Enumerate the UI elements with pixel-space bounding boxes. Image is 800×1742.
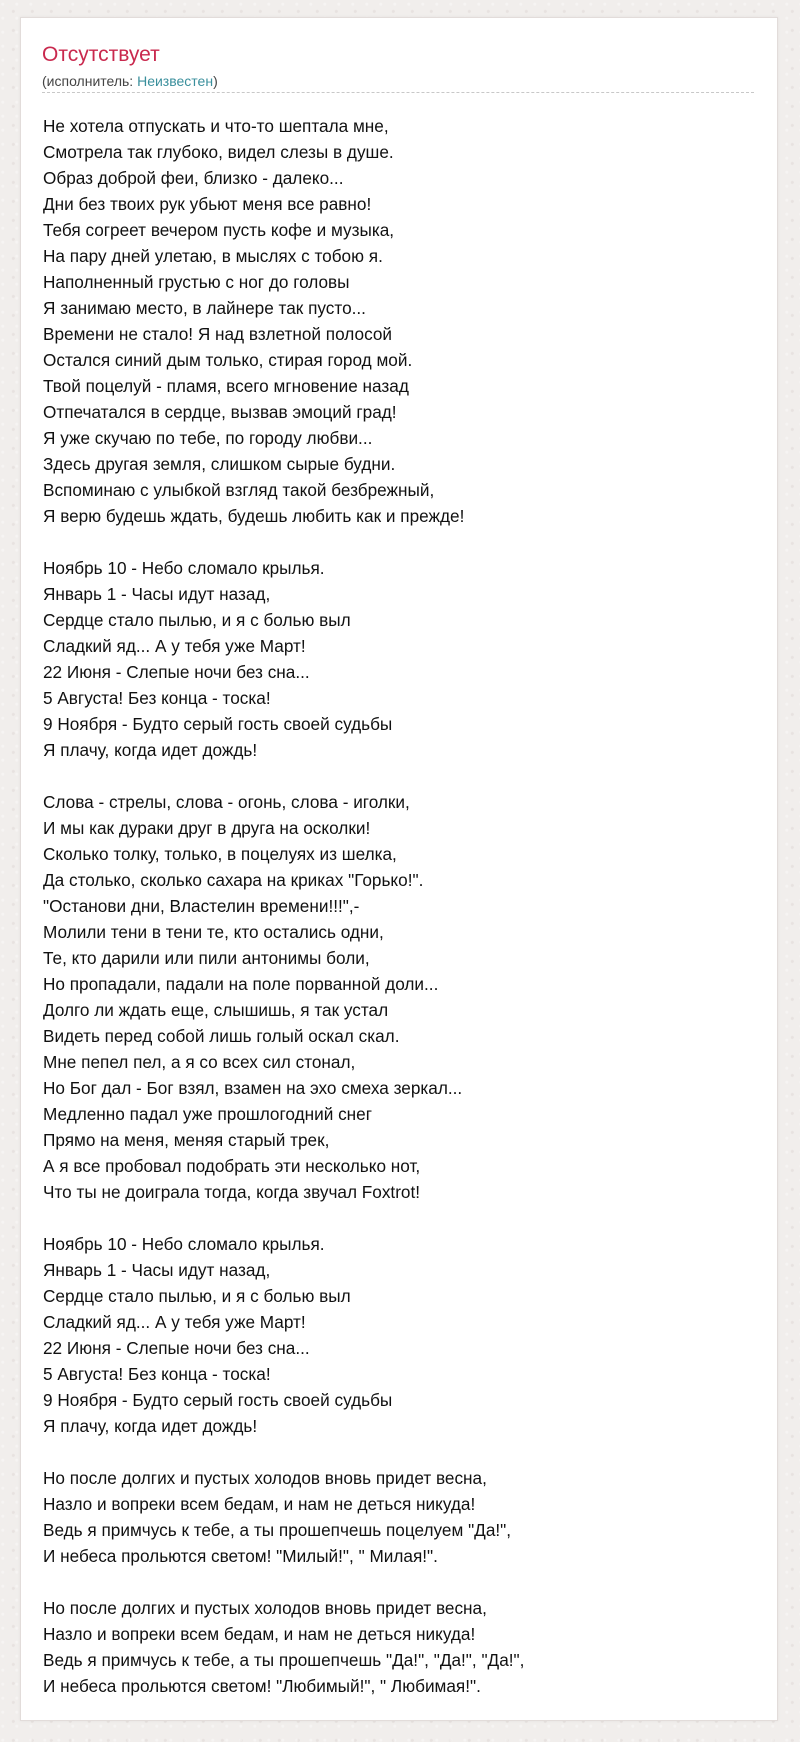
lyric-line: Ноябрь 10 - Небо сломало крылья.	[43, 1234, 325, 1254]
lyric-line: На пару дней улетаю, в мыслях с тобою я.	[43, 246, 383, 266]
lyric-line: Я занимаю место, в лайнере так пусто...	[43, 298, 366, 318]
lyric-line: Я уже скучаю по тебе, по городу любви...	[43, 428, 373, 448]
lyric-line: Мне пепел пел, а я со всех сил стонал,	[43, 1052, 356, 1072]
lyrics-stanza	[43, 555, 759, 763]
lyric-line: Но Бог дал - Бог взял, взамен на эхо смеха зеркал...	[43, 1078, 463, 1098]
lyrics-stanza	[43, 1465, 759, 1569]
song-header	[42, 43, 758, 93]
lyric-line: Твой поцелуй - пламя, всего мгновение назад	[43, 376, 409, 396]
lyrics-stanza	[43, 789, 759, 1205]
lyric-line: Январь 1 - Часы идут назад,	[43, 584, 271, 604]
lyric-line: Сладкий яд... А у тебя уже Март!	[43, 636, 306, 656]
lyric-line: Наполненный грустью с ног до головы	[43, 272, 350, 292]
lyric-line: Медленно падал уже прошлогодний снег	[43, 1104, 372, 1124]
song-meta	[42, 73, 754, 93]
lyric-line: Остался синий дым только, стирая город мой.	[43, 350, 413, 370]
song-title: Отсутствует	[42, 43, 160, 66]
lyric-line: Смотрела так глубоко, видел слезы в душе.	[43, 142, 394, 162]
lyric-line: И мы как дураки друг в друга на осколки!	[43, 818, 371, 838]
lyric-line: "Останови дни, Властелин времени!!!",-	[43, 896, 360, 916]
lyric-line: Январь 1 - Часы идут назад,	[43, 1260, 271, 1280]
lyric-line: Сердце стало пылью, и я с болью выл	[43, 610, 351, 630]
lyric-line: Я плачу, когда идет дождь!	[43, 1416, 258, 1436]
lyrics-stanza	[43, 1595, 759, 1699]
lyric-line: Образ доброй феи, близко - далеко...	[43, 168, 344, 188]
lyric-line: Те, кто дарили или пили антонимы боли,	[43, 948, 370, 968]
lyric-line: Здесь другая земля, слишком сырые будни.	[43, 454, 396, 474]
meta-suffix: )	[213, 73, 218, 89]
lyric-line: 9 Ноября - Будто серый гость своей судьбы	[43, 1390, 393, 1410]
lyric-line: Но после долгих и пустых холодов вновь придет весна,	[43, 1598, 487, 1618]
lyric-line: И небеса прольются светом! "Милый!", " Милая!".	[43, 1546, 438, 1566]
lyric-line: Что ты не доиграла тогда, когда звучал Foxtrot!	[43, 1182, 421, 1202]
lyric-line: Не хотела отпускать и что-то шептала мне,	[43, 116, 389, 136]
lyrics-body	[43, 113, 759, 1725]
lyric-line: Ведь я примчусь к тебе, а ты прошепчешь поцелуем "Да!",	[43, 1520, 512, 1540]
lyric-line: Я плачу, когда идет дождь!	[43, 740, 258, 760]
lyric-line: И небеса прольются светом! "Любимый!", " Любимая!".	[43, 1676, 481, 1696]
lyric-line: Дни без твоих рук убьют меня все равно!	[43, 194, 372, 214]
lyric-line: Сердце стало пылью, и я с болью выл	[43, 1286, 351, 1306]
lyrics-card	[20, 17, 778, 1721]
lyrics-stanza	[43, 1231, 759, 1439]
lyric-line: Молили тени в тени те, кто остались одни,	[43, 922, 384, 942]
lyric-line: А я все пробовал подобрать эти несколько нот,	[43, 1156, 421, 1176]
lyric-line: Назло и вопреки всем бедам, и нам не деться никуда!	[43, 1494, 476, 1514]
lyric-line: 5 Августа! Без конца - тоска!	[43, 688, 271, 708]
lyric-line: Слова - стрелы, слова - огонь, слова - иголки,	[43, 792, 410, 812]
lyric-line: Прямо на меня, меняя старый трек,	[43, 1130, 330, 1150]
lyric-line: Ноябрь 10 - Небо сломало крылья.	[43, 558, 325, 578]
lyric-line: Времени не стало! Я над взлетной полосой	[43, 324, 393, 344]
lyric-line: Да столько, сколько сахара на криках "Горько!".	[43, 870, 424, 890]
meta-prefix: (исполнитель:	[42, 73, 138, 89]
lyrics-stanza	[43, 113, 759, 529]
lyric-line: Долго ли ждать еще, слышишь, я так устал	[43, 1000, 389, 1020]
lyric-line: Я верю будешь ждать, будешь любить как и прежде!	[43, 506, 465, 526]
artist-link[interactable]: Неизвестен	[137, 73, 214, 89]
lyric-line: 22 Июня - Слепые ночи без сна...	[43, 1338, 310, 1358]
lyric-line: 5 Августа! Без конца - тоска!	[43, 1364, 271, 1384]
lyric-line: Вспоминаю с улыбкой взгляд такой безбрежный,	[43, 480, 435, 500]
lyric-line: Сладкий яд... А у тебя уже Март!	[43, 1312, 306, 1332]
lyric-line: 22 Июня - Слепые ночи без сна...	[43, 662, 310, 682]
lyric-line: Отпечатался в сердце, вызвав эмоций град!	[43, 402, 397, 422]
lyric-line: Но пропадали, падали на поле порванной доли...	[43, 974, 439, 994]
lyric-line: Видеть перед собой лишь голый оскал скал.	[43, 1026, 400, 1046]
lyric-line: Ведь я примчусь к тебе, а ты прошепчешь "Да!", "Да!", "Да!",	[43, 1650, 525, 1670]
lyric-line: 9 Ноября - Будто серый гость своей судьбы	[43, 714, 393, 734]
lyric-line: Тебя согреет вечером пусть кофе и музыка,	[43, 220, 395, 240]
lyric-line: Сколько толку, только, в поцелуях из шелка,	[43, 844, 397, 864]
lyric-line: Но после долгих и пустых холодов вновь придет весна,	[43, 1468, 487, 1488]
lyric-line: Назло и вопреки всем бедам, и нам не деться никуда!	[43, 1624, 476, 1644]
